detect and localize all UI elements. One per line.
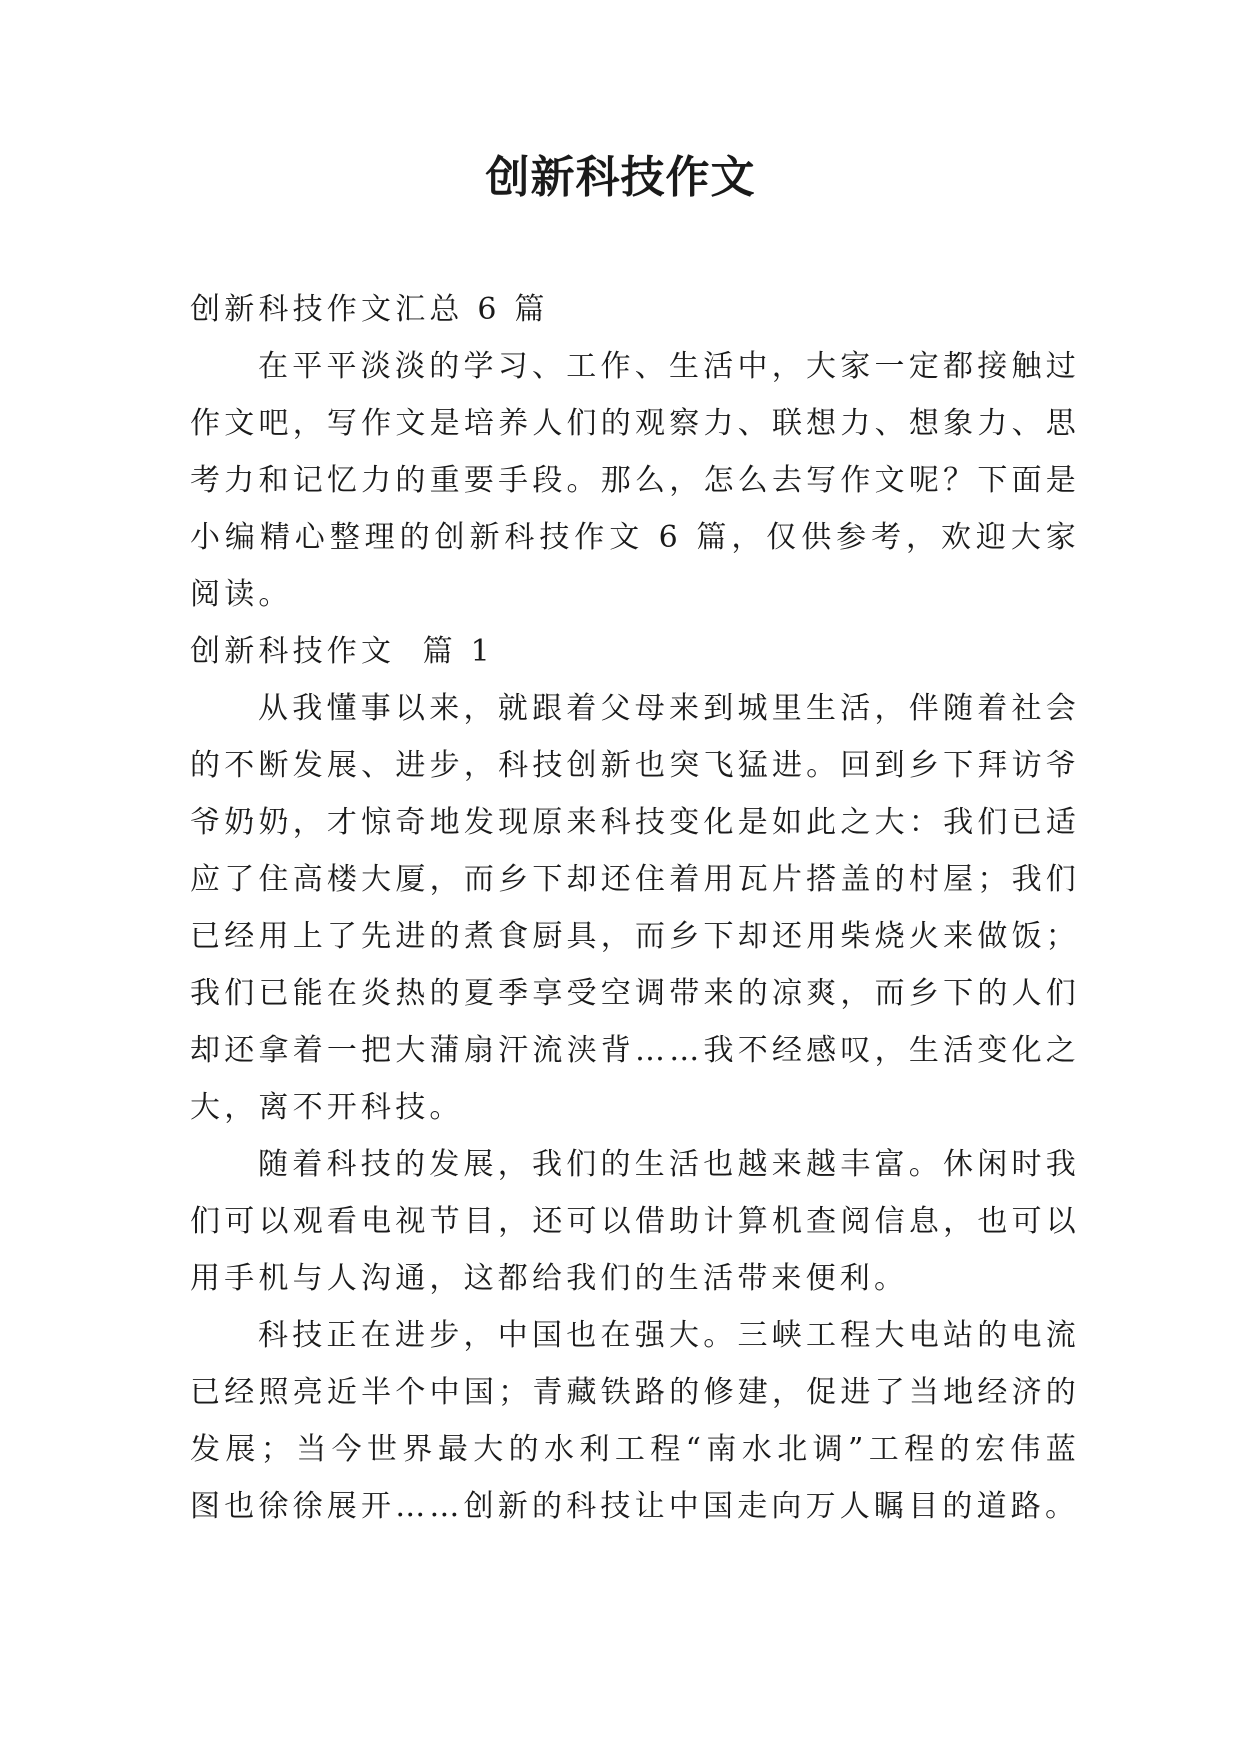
body-paragraph: 随着科技的发展，我们的生活也越来越丰富。休闲时我们可以观看电视节目，还可以借助计算机查阅信息，也可以用手机与人沟通，这都给我们的生活带来便利。 — [190, 1147, 1080, 1296]
section-heading: 创新科技作文 篇 1 — [190, 634, 494, 669]
document-body — [190, 281, 1080, 1535]
body-paragraph: 科技正在进步，中国也在强大。三峡工程大电站的电流已经照亮近半个中国；青藏铁路的修建，促进了当地经济的发展；当今世界最大的水利工程“南水北调”工程的宏伟蓝图也徐徐展开……创新的科技让中国走向万人瞩目的道路。 — [190, 1318, 1080, 1524]
summary-heading: 创新科技作文汇总 6 篇 — [190, 292, 549, 327]
intro-paragraph: 在平平淡淡的学习、工作、生活中，大家一定都接触过作文吧，写作文是培养人们的观察力、联想力、想象力、思考力和记忆力的重要手段。那么，怎么去写作文呢？下面是小编精心整理的创新科技作文 6 篇，仅供参考，欢迎大家阅读。 — [190, 349, 1080, 612]
body-paragraph: 从我懂事以来，就跟着父母来到城里生活，伴随着社会的不断发展、进步，科技创新也突飞猛进。回到乡下拜访爷爷奶奶，才惊奇地发现原来科技变化是如此之大：我们已适应了住高楼大厦，而乡下却还住着用瓦片搭盖的村屋；我们已经用上了先进的煮食厨具，而乡下却还用柴烧火来做饭；我们已能在炎热的夏季享受空调带来的凉爽，而乡下的人们却还拿着一把大蒲扇汗流浃背……我不经感叹，生活变化之大，离不开科技。 — [190, 691, 1080, 1125]
document-title: 创新科技作文 — [485, 152, 756, 203]
